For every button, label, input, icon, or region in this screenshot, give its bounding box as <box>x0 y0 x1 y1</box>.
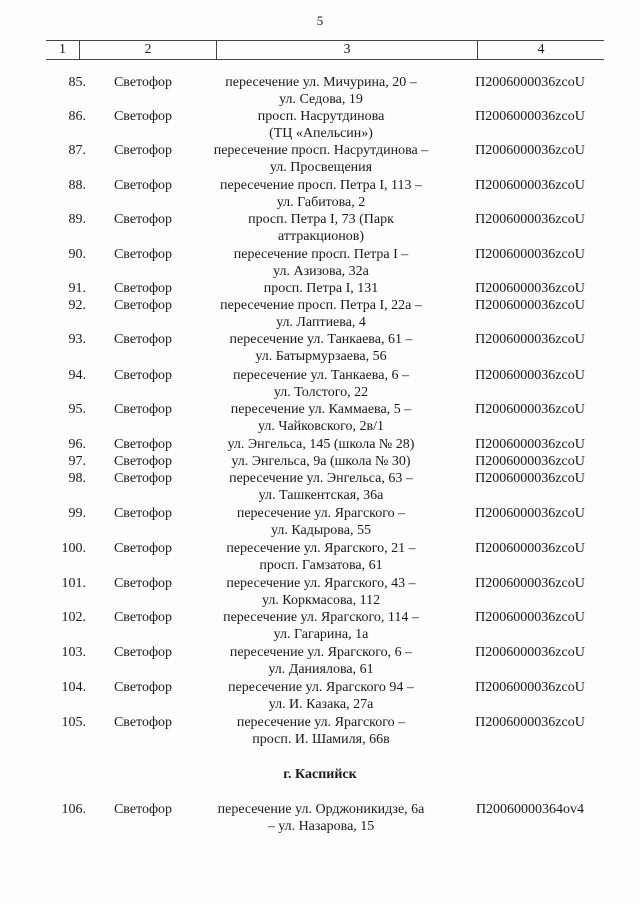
row-number: 87. <box>68 143 86 158</box>
identifier-code: П2006000036zcoU <box>475 645 585 660</box>
address-line: ул. Ташкентская, 36а <box>258 488 384 503</box>
object-type: Светофор <box>113 454 173 469</box>
identifier-code: П2006000036zcoU <box>475 178 585 193</box>
address <box>196 401 446 435</box>
address <box>196 331 446 365</box>
address-line: пересечение просп. Насрутдинова – <box>213 143 429 158</box>
address <box>196 142 446 176</box>
header-col-4: 4 <box>537 42 545 57</box>
object-type: Светофор <box>113 715 173 730</box>
table-header <box>46 40 604 60</box>
address-line: ул. Батырмурзаева, 56 <box>255 349 387 364</box>
row-number: 93. <box>68 332 86 347</box>
address-line: пересечение ул. Ярагского, 21 – <box>226 541 416 556</box>
address <box>196 211 446 245</box>
address <box>196 470 446 504</box>
address <box>196 177 446 211</box>
address-line: пересечение ул. Танкаева, 6 – <box>233 368 409 383</box>
address-line: пересечение ул. Орджоникидзе, 6а <box>217 802 425 817</box>
object-type: Светофор <box>113 645 173 660</box>
address-line: ул. Просвещения <box>269 160 373 175</box>
row-number: 92. <box>68 298 86 313</box>
address <box>196 679 446 713</box>
identifier-code: П2006000036zcoU <box>475 332 585 347</box>
address-line: пересечение ул. Ярагского, 6 – <box>229 645 413 660</box>
address <box>196 453 446 470</box>
address <box>196 108 446 142</box>
address-line: ул. И. Казака, 27а <box>268 697 374 712</box>
address-line: пересечение ул. Мичурина, 20 – <box>225 75 417 90</box>
row-number: 85. <box>68 75 86 90</box>
address-line: (ТЦ «Апельсин») <box>269 126 373 141</box>
row-number: 95. <box>68 402 86 417</box>
address-line: просп. Гамзатова, 61 <box>259 558 383 573</box>
address <box>196 801 446 835</box>
address <box>196 714 446 748</box>
row-number: 89. <box>68 212 86 227</box>
object-type: Светофор <box>113 281 173 296</box>
address <box>196 280 446 297</box>
address <box>196 575 446 609</box>
row-number: 103. <box>61 645 86 660</box>
address-line: пересечение ул. Ярагского, 43 – <box>226 576 416 591</box>
address-line: пересечение ул. Ярагского – <box>236 715 406 730</box>
address <box>196 297 446 331</box>
object-type: Светофор <box>113 576 173 591</box>
row-number: 102. <box>61 610 86 625</box>
identifier-code: П2006000036zcoU <box>475 75 585 90</box>
address-line: ул. Азизова, 32а <box>273 264 369 279</box>
identifier-code: П2006000036zcoU <box>475 212 585 227</box>
address-line: ул. Гагарина, 1а <box>273 627 369 642</box>
identifier-code: П2006000036zcoU <box>475 281 585 296</box>
address-line: ул. Энгельса, 9а (школа № 30) <box>231 454 411 469</box>
identifier-code: П2006000036zcoU <box>475 610 585 625</box>
address-line: просп. Петра I, 73 (Парк <box>248 212 394 227</box>
address-line: ул. Чайковского, 2в/1 <box>258 419 384 434</box>
address-line: ул. Кадырова, 55 <box>271 523 371 538</box>
address-line: ул. Даниялова, 61 <box>268 662 374 677</box>
row-number: 88. <box>68 178 86 193</box>
address-line: ул. Энгельса, 145 (школа № 28) <box>227 437 415 452</box>
row-number: 104. <box>61 680 86 695</box>
row-number: 105. <box>61 715 86 730</box>
address-line: ул. Толстого, 22 <box>273 385 369 400</box>
identifier-code: П2006000036zcoU <box>475 437 585 452</box>
identifier-code: П2006000036zcoU <box>475 454 585 469</box>
row-number: 99. <box>68 506 86 521</box>
address <box>196 246 446 280</box>
address-line: аттракционов) <box>277 229 365 244</box>
address-line: пересечение ул. Энгельса, 63 – <box>229 471 413 486</box>
row-number: 90. <box>68 247 86 262</box>
header-col-3: 3 <box>343 42 351 57</box>
object-type: Светофор <box>113 802 173 817</box>
address-line: просп. Насрутдинова <box>257 109 385 124</box>
identifier-code: П2006000036zcoU <box>475 109 585 124</box>
address <box>196 367 446 401</box>
row-number: 97. <box>68 454 86 469</box>
address-line: пересечение просп. Петра I – <box>233 247 409 262</box>
address-line: просп. И. Шамиля, 66в <box>252 732 390 747</box>
header-col-1: 1 <box>59 42 66 57</box>
address-line: пересечение ул. Ярагского 94 – <box>228 680 414 695</box>
identifier-code: П2006000036zcoU <box>475 576 585 591</box>
address-line: ул. Лаптиева, 4 <box>276 315 366 330</box>
address-line: ул. Габитова, 2 <box>276 195 366 210</box>
address <box>196 436 446 453</box>
address-line: пересечение ул. Танкаева, 61 – <box>229 332 413 347</box>
address <box>196 505 446 539</box>
identifier-code: П2006000036zcoU <box>475 680 585 695</box>
address-line: ул. Коркмасова, 112 <box>261 593 381 608</box>
address-line: просп. Петра I, 131 <box>263 281 379 296</box>
object-type: Светофор <box>113 610 173 625</box>
object-type: Светофор <box>113 332 173 347</box>
identifier-code: П2006000036zcoU <box>475 471 585 486</box>
object-type: Светофор <box>113 541 173 556</box>
address-line: ул. Седова, 19 <box>279 92 363 107</box>
header-col-2: 2 <box>144 42 152 57</box>
page-number: 5 <box>316 13 324 28</box>
object-type: Светофор <box>113 143 173 158</box>
address-line: пересечение просп. Петра I, 113 – <box>220 178 422 193</box>
object-type: Светофор <box>113 437 173 452</box>
address-line: пересечение ул. Ярагского, 114 – <box>223 610 419 625</box>
identifier-code: П2006000036zcoU <box>475 298 585 313</box>
object-type: Светофор <box>113 298 173 313</box>
object-type: Светофор <box>113 506 173 521</box>
row-number: 106. <box>61 802 86 817</box>
identifier-code: П2006000036zcoU <box>475 541 585 556</box>
address-line: пересечение ул. Ярагского – <box>236 506 406 521</box>
object-type: Светофор <box>113 75 173 90</box>
row-number: 101. <box>61 576 86 591</box>
address-line: – ул. Назарова, 15 <box>267 819 375 834</box>
address <box>196 74 446 108</box>
object-type: Светофор <box>113 368 173 383</box>
identifier-code: П2006000036zcoU <box>475 715 585 730</box>
row-number: 100. <box>61 541 86 556</box>
identifier-code: П2006000036zcoU <box>475 247 585 262</box>
identifier-code: П2006000036zcoU <box>475 506 585 521</box>
row-number: 91. <box>68 281 86 296</box>
address-line: пересечение ул. Каммаева, 5 – <box>230 402 412 417</box>
identifier-code: П2006000036zcoU <box>475 402 585 417</box>
object-type: Светофор <box>113 178 173 193</box>
address <box>196 609 446 643</box>
object-type: Светофор <box>113 402 173 417</box>
object-type: Светофор <box>113 109 173 124</box>
object-type: Светофор <box>113 212 173 227</box>
row-number: 94. <box>68 368 86 383</box>
identifier-code: П2006000036zcoU <box>475 368 585 383</box>
object-type: Светофор <box>113 247 173 262</box>
address <box>196 644 446 678</box>
identifier-code: П2006000036zcoU <box>475 143 585 158</box>
object-type: Светофор <box>113 680 173 695</box>
city-heading: г. Каспийск <box>283 767 357 782</box>
identifier-code: П20060000364ov4 <box>475 802 585 817</box>
row-number: 86. <box>68 109 86 124</box>
row-number: 96. <box>68 437 86 452</box>
row-number: 98. <box>68 471 86 486</box>
address <box>196 540 446 574</box>
address-line: пересечение просп. Петра I, 22а – <box>220 298 422 313</box>
object-type: Светофор <box>113 471 173 486</box>
